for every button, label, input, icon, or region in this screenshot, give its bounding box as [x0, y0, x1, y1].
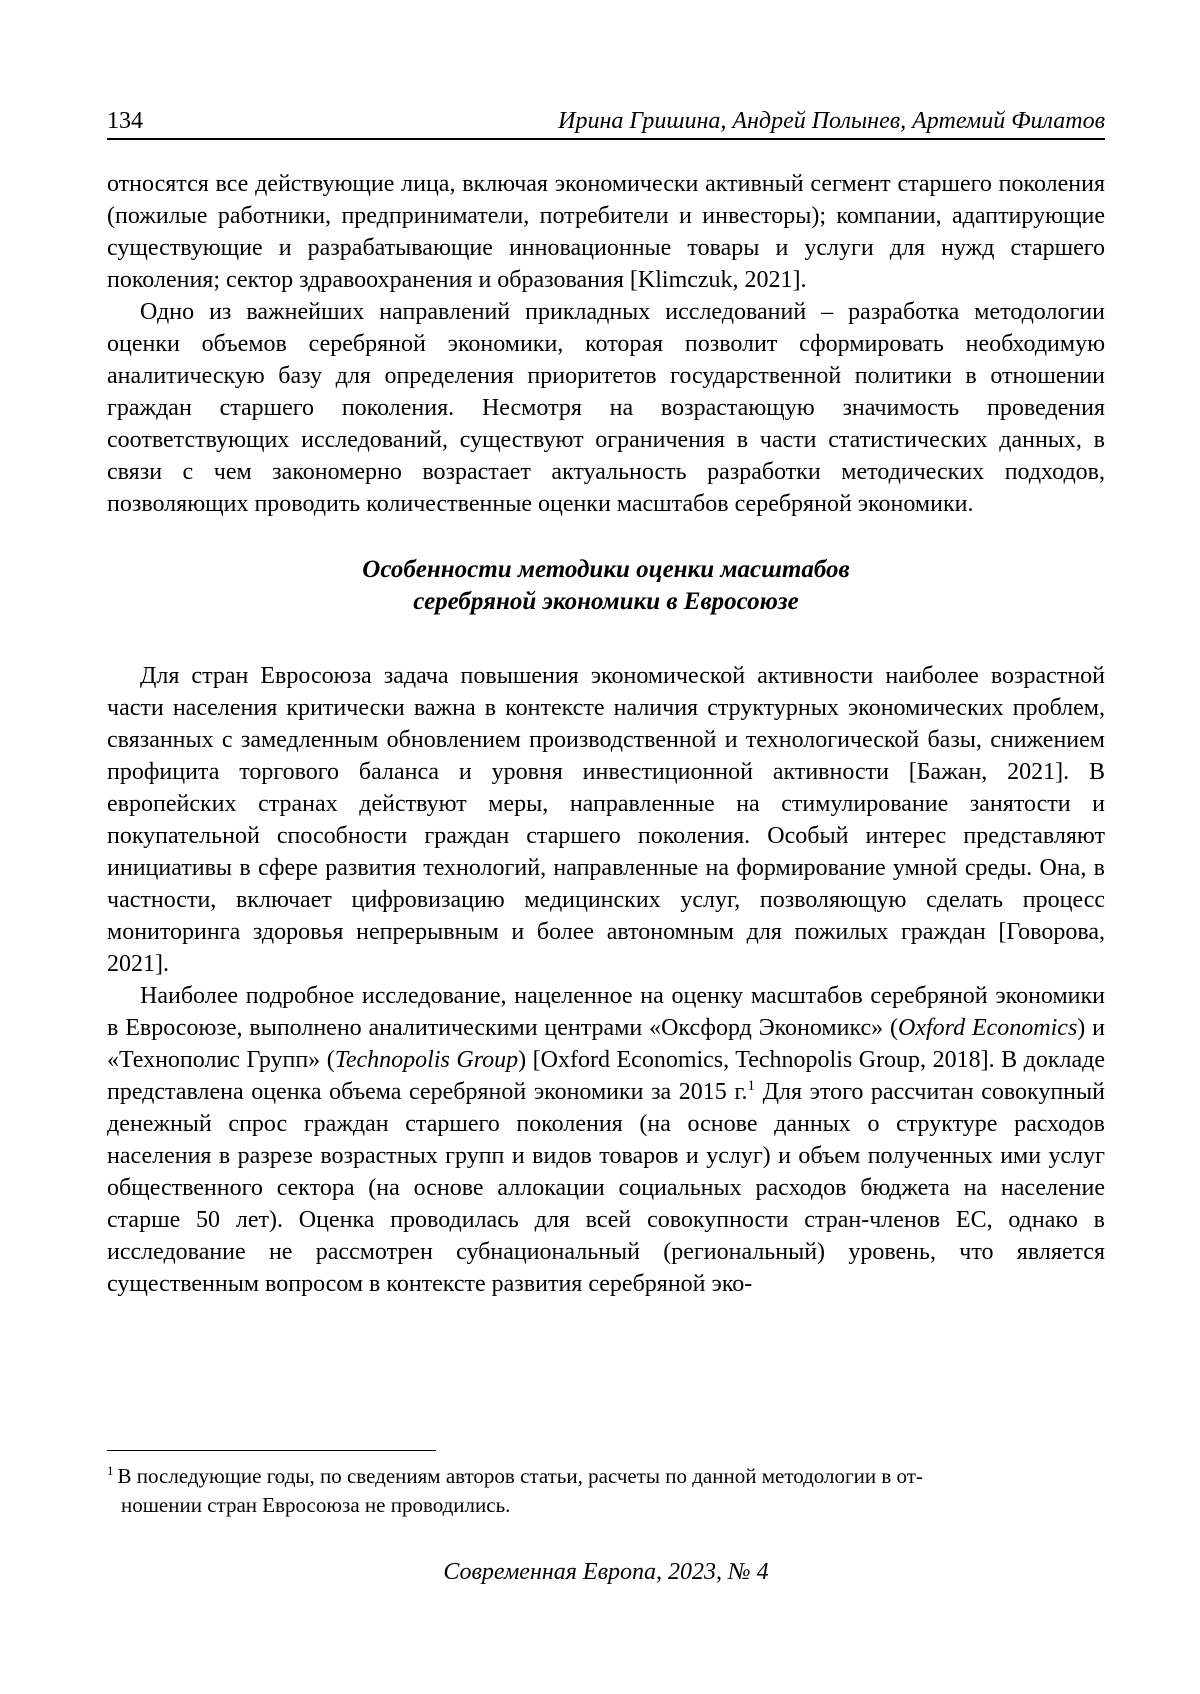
- journal-footer: Современная Европа, 2023, № 4: [443, 1559, 769, 1585]
- page-number: 134: [107, 108, 143, 134]
- running-header-authors: Ирина Гришина, Андрей Полынев, Артемий Филатов: [558, 108, 1105, 134]
- technopolis-group-name: Technopolis Group: [334, 1047, 519, 1073]
- paragraph-4: [107, 980, 1105, 1300]
- footnote-text-1: В последующие годы, по сведениям авторов статьи, расчеты по данной методологии в от-: [117, 1464, 923, 1488]
- footnote-separator: [107, 1450, 436, 1451]
- section-heading-line-2: серебряной экономики в Евросоюзе: [413, 588, 799, 615]
- oxford-economics-name: Oxford Economics: [898, 1015, 1078, 1041]
- body-text: [107, 168, 1105, 1300]
- paragraph-2: Одно из важнейших направлений прикладных исследований – разработка методологии оценки объемов серебряной экономики, которая позволит сформировать необходимую аналитическую базу для определения приоритетов государственной политики в отношении граждан старшего поколения. Несмотря на возрастающую значимость проведения соответствующих исследований, существуют ограничения в части статистических данных, в связи с чем закономерно возрастает актуальность разработки методических подходов, позволяющих проводить количественные оценки масштабов серебряной экономики.: [107, 299, 1105, 517]
- footnote-line-1: [107, 1462, 1105, 1491]
- paragraph-3: Для стран Евросоюза задача повышения экономической активности наиболее возрастной части населения критически важна в контексте наличия структурных экономических проблем, связанных с замедленным обновлением производственной и технологической базы, снижением профицита торгового баланса и уровня инвестиционной активности [Бажан, 2021]. В европейских странах действуют меры, направленные на стимулирование занятости и покупательной способности граждан старшего поколения. Особый интерес представляют инициативы в сфере развития технологий, направленные на формирование умной среды. Она, в частности, включает цифровизацию медицинских услуг, позволяющую сделать процесс мониторинга здоровья непрерывным и более автономным для пожилых граждан [Говорова, 2021].: [107, 663, 1105, 977]
- footnote: [107, 1462, 1105, 1520]
- section-heading: [107, 554, 1105, 618]
- footnote-reference[interactable]: 1: [747, 1078, 756, 1094]
- footnote-line-2: ношении стран Евросоюза не проводились.: [121, 1493, 511, 1517]
- paragraph-4-part-4: Для этого рассчитан совокупный денежный спрос граждан старшего поколения (на основе данных о структуре расходов населения в разрезе возрастных групп и видов товаров и услуг) и объем полученных ими услуг общественного сектора (на основе аллокации социальных расходов бюджета на население старше 50 лет). Оценка проводилась для всей совокупности стран-членов ЕС, однако в исследование не рассмотрен субнациональный (региональный) уровень, что является существенным вопросом в контексте развития серебряной эко-: [107, 1079, 1105, 1297]
- running-header: [107, 104, 1105, 140]
- paragraph-1: относятся все действующие лица, включая экономически активный сегмент старшего поколения (пожилые работники, предприниматели, потребители и инвесторы); компании, адаптирующие существующие и разрабатывающие инновационные товары и услуги для нужд старшего поколения; сектор здравоохранения и образования [Klimczuk, 2021].: [107, 171, 1105, 293]
- paragraph-4-part-1: Наиболее подробное исследование, нацеленное на оценку масштабов серебряной экономики в Евросоюзе, выполнено аналитическими центрами «Оксфорд Экономикс» (: [107, 983, 1105, 1041]
- paragraph-4-part-3: ) [Oxford Economics, Technopolis Group, 2018]. В докладе представлена оценка объема серебряной экономики за 2015 г.: [107, 1047, 1106, 1105]
- paragraph-4-part-2: ) и «Технополис Групп» (: [107, 1015, 1105, 1073]
- footnote-mark: 1: [107, 1463, 114, 1478]
- section-heading-line-1: Особенности методики оценки масштабов: [362, 556, 850, 583]
